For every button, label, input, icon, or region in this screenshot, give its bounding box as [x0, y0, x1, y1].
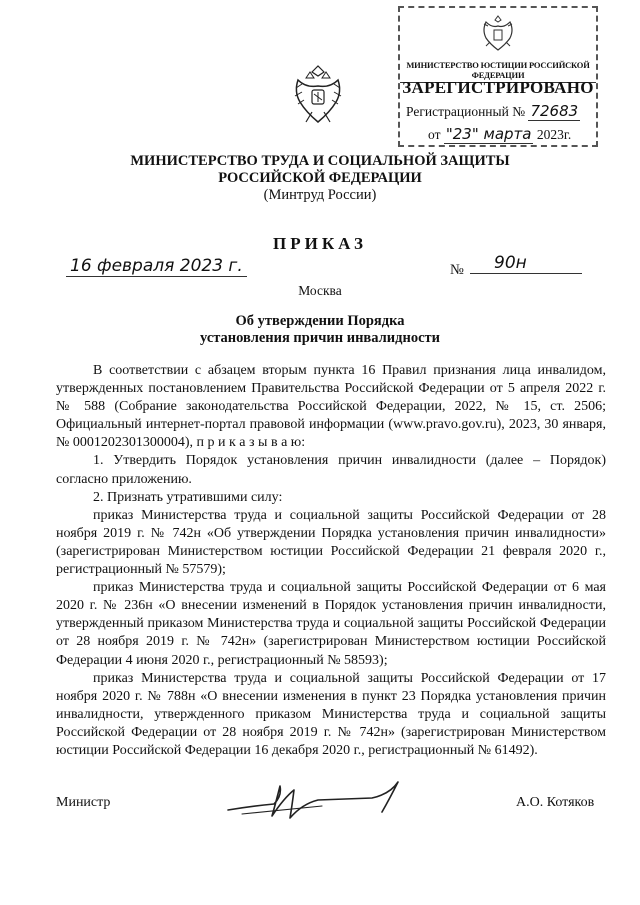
document-title-line1: Об утверждении Порядка	[235, 313, 405, 329]
coat-of-arms-icon	[478, 12, 518, 56]
stamp-registered-label: ЗАРЕГИСТРИРОВАНО	[402, 78, 594, 97]
ministry-name-line1: МИНИСТЕРСТВО ТРУДА И СОЦИАЛЬНОЙ ЗАЩИТЫ	[130, 153, 510, 169]
paragraph-item-1: 1. Утвердить Порядок установления причин инвалидности (далее – Порядок) согласно приложению.	[56, 453, 606, 487]
paragraph-item-2: 2. Признать утратившими силу:	[93, 489, 283, 505]
document-body	[56, 362, 606, 760]
stamp-ministry-name: МИНИСТЕРСТВО ЮСТИЦИИ РОССИЙСКОЙ ФЕДЕРАЦИИ	[400, 60, 596, 83]
document-number: 90н	[470, 253, 582, 274]
paragraph-repealed-742n: приказ Министерства труда и социальной защиты Российской Федерации от 28 ноября 2019 г. № 742н «Об утверждении Порядка установления причин инвалидности» (зарегистрирован Министерством юстиции Российской Федерации 21 февраля 2020 г., регистрационный № 57579);	[56, 507, 606, 578]
paragraph-repealed-788n: приказ Министерства труда и социальной защиты Российской Федерации от 17 ноября 2020 г. № 788н «О внесении изменения в пункт 23 Порядка установления причин инвалидности, утвержденного приказом Министерства труда и социальной защиты Российской Федерации от 28 ноября 2019 г. № 742н» (зарегистрирован Министерством юстиции Российской Федерации 16 декабря 2020 г., регистрационный № 61492).	[56, 670, 606, 758]
document-type: ПРИКАЗ	[273, 234, 367, 253]
stamp-date-prefix: от	[428, 127, 441, 142]
paragraph-repealed-236n: приказ Министерства труда и социальной защиты Российской Федерации от 6 мая 2020 г. № 236н «О внесении изменений в Порядок установления причин инвалидности, утвержденный приказом Министерства труда и социальной защиты Российской Федерации от 28 ноября 2019 г. № 742н» (зарегистрирован Министерством юстиции Российской Федерации 4 июня 2020 г., регистрационный № 58593);	[56, 580, 606, 668]
signer-name: А.О. Котяков	[516, 795, 595, 810]
coat-of-arms-icon	[292, 64, 344, 130]
stamp-registration-date	[428, 125, 571, 143]
signer-title: Министр	[56, 795, 111, 810]
ministry-short-name: (Минтруд России)	[263, 187, 377, 203]
stamp-registration-number	[406, 102, 580, 120]
paragraph-preamble: В соответствии с абзацем вторым пункта 16 Правил признания лица инвалидом, утвержденных постановлением Правительства Российской Федерации от 5 апреля 2022 г. № 588 (Собрание законодательства Российской Федерации, 2022, № 15, ст. 2506; Официальный интернет-портал правовой информации (www.pravo.gov.ru), 2023, 30 января, № 0001202301300004), п р и к а з ы в а ю:	[56, 363, 606, 451]
document-title-line2: установления причин инвалидности	[200, 330, 440, 346]
document-number-label: №	[450, 262, 464, 278]
handwritten-signature	[222, 776, 412, 826]
stamp-date-year: 2023г.	[536, 127, 572, 142]
document-title	[0, 313, 640, 347]
document-date: 16 февраля 2023 г.	[66, 256, 247, 277]
document-city: Москва	[298, 283, 342, 298]
stamp-reg-number-value: 72683	[530, 102, 579, 120]
ministry-name-line2: РОССИЙСКОЙ ФЕДЕРАЦИИ	[218, 170, 422, 186]
registration-stamp	[398, 6, 598, 147]
stamp-reg-label: Регистрационный №	[406, 104, 526, 119]
stamp-date-value: "23" марта	[445, 125, 532, 143]
ministry-name	[0, 153, 640, 187]
